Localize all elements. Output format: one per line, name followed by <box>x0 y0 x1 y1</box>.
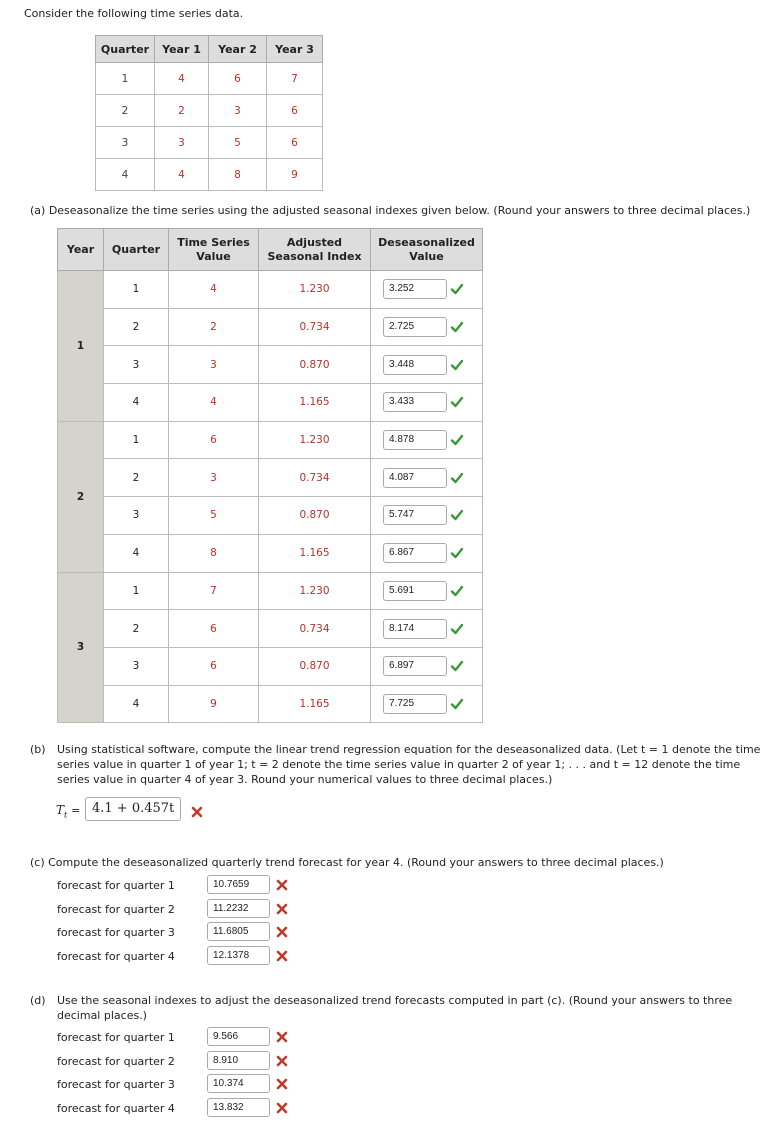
quarter-cell: 3 <box>104 497 169 535</box>
seasonal-index-cell: 1.230 <box>259 421 371 459</box>
forecast-input[interactable]: 13.832 <box>207 1098 270 1117</box>
time-series-value-cell: 4 <box>169 384 259 422</box>
deseasonalized-value-cell <box>371 459 483 497</box>
quarter-cell: 4 <box>96 159 155 191</box>
header-quarter: Quarter <box>104 229 169 271</box>
value-cell: 4 <box>155 63 209 95</box>
table-row <box>58 497 483 535</box>
header-year-1: Year 1 <box>155 36 209 63</box>
time-series-value-cell: 7 <box>169 572 259 610</box>
quarter-cell: 4 <box>104 685 169 723</box>
series-row <box>96 127 323 159</box>
check-icon <box>447 547 464 559</box>
value-cell: 3 <box>209 95 267 127</box>
forecast-label: forecast for quarter 3 <box>57 1078 175 1091</box>
check-icon <box>447 585 464 597</box>
year-cell: 2 <box>58 421 104 572</box>
time-series-value-cell: 4 <box>169 271 259 309</box>
table-row <box>58 346 483 384</box>
quarter-cell: 1 <box>104 421 169 459</box>
deseasonalized-input[interactable]: 2.725 <box>383 317 447 337</box>
value-cell: 6 <box>267 95 323 127</box>
deseasonalized-value-cell <box>371 271 483 309</box>
time-series-value-cell: 5 <box>169 497 259 535</box>
header-year: Year <box>58 229 104 271</box>
value-cell: 9 <box>267 159 323 191</box>
value-cell: 6 <box>209 63 267 95</box>
quarter-cell: 2 <box>96 95 155 127</box>
deseasonalize-table <box>57 228 483 723</box>
check-icon <box>447 660 464 672</box>
part-d-prompt <box>30 993 760 1022</box>
forecast-input[interactable]: 12.1378 <box>207 946 270 965</box>
forecast-label: forecast for quarter 2 <box>57 1054 175 1068</box>
deseasonalized-input[interactable]: 5.747 <box>383 505 447 525</box>
quarter-cell: 4 <box>104 534 169 572</box>
trend-equation-input[interactable]: 4.1 + 0.457t <box>85 797 181 821</box>
year-cell: 3 <box>58 572 104 723</box>
value-cell: 4 <box>155 159 209 191</box>
deseasonalized-value-cell <box>371 384 483 422</box>
header-year-3: Year 3 <box>267 36 323 63</box>
trend-label: $T_t$ = <box>56 803 81 820</box>
deseasonalized-input[interactable]: 6.897 <box>383 656 447 676</box>
deseasonalized-value-cell <box>371 685 483 723</box>
seasonal-index-cell: 0.870 <box>259 346 371 384</box>
quarter-cell: 1 <box>104 572 169 610</box>
deseasonalized-input[interactable]: 3.448 <box>383 355 447 375</box>
quarter-cell: 2 <box>104 459 169 497</box>
deseasonalized-value-cell <box>371 610 483 648</box>
table-row <box>58 647 483 685</box>
header-seasonal-index: Adjusted Seasonal Index <box>259 229 371 271</box>
cross-icon <box>276 925 288 938</box>
deseasonalized-input[interactable]: 5.691 <box>383 581 447 601</box>
forecast-input[interactable]: 10.374 <box>207 1074 270 1093</box>
forecast-input[interactable]: 11.2232 <box>207 899 270 918</box>
deseasonalized-value-cell <box>371 421 483 459</box>
time-series-table <box>95 35 323 191</box>
forecast-input[interactable]: 11.6805 <box>207 922 270 941</box>
cross-icon <box>276 1101 288 1114</box>
seasonal-index-cell: 1.165 <box>259 685 371 723</box>
deseasonalized-input[interactable]: 8.174 <box>383 619 447 639</box>
header-time-series-value: Time Series Value <box>169 229 259 271</box>
deseasonalized-input[interactable]: 3.252 <box>383 279 447 299</box>
deseasonalized-value-cell <box>371 647 483 685</box>
series-row <box>96 159 323 191</box>
table-row <box>58 308 483 346</box>
time-series-value-cell: 8 <box>169 534 259 572</box>
time-series-value-cell: 6 <box>169 647 259 685</box>
cross-icon <box>276 878 288 891</box>
part-a-prompt: (a) Deseasonalize the time series using the adjusted seasonal indexes given below. (Round your answers to three decimal places.) <box>30 204 751 217</box>
table-row <box>58 572 483 610</box>
table-row <box>58 685 483 723</box>
forecast-label: forecast for quarter 4 <box>57 949 175 963</box>
table-row <box>58 610 483 648</box>
quarter-cell: 3 <box>104 346 169 384</box>
check-icon <box>447 509 464 521</box>
deseasonalized-value-cell <box>371 308 483 346</box>
forecast-label: forecast for quarter 1 <box>57 879 175 892</box>
header-year-2: Year 2 <box>209 36 267 63</box>
header-quarter: Quarter <box>96 36 155 63</box>
quarter-cell: 2 <box>104 610 169 648</box>
seasonal-index-cell: 0.870 <box>259 497 371 535</box>
seasonal-index-cell: 1.230 <box>259 572 371 610</box>
time-series-value-cell: 3 <box>169 346 259 384</box>
cross-icon <box>276 1030 288 1043</box>
forecast-label: forecast for quarter 2 <box>57 902 175 916</box>
table-row <box>58 459 483 497</box>
deseasonalized-value-cell <box>371 572 483 610</box>
series-row <box>96 63 323 95</box>
value-cell: 6 <box>267 127 323 159</box>
time-series-value-cell: 3 <box>169 459 259 497</box>
forecast-label: forecast for quarter 1 <box>57 1031 175 1044</box>
value-cell: 2 <box>155 95 209 127</box>
deseasonalized-input[interactable]: 7.725 <box>383 694 447 714</box>
part-b-text: Using statistical software, compute the linear trend regression equation for the deseasonalized data. (Let t = 1 denote the time series value in quarter 1 of year 1; t = 2 denote the time series value in quarter 2 of year 1; . . . and t = 12 denote the time series value in quarter 4 of year 3. Round your numerical values to three decimal places.) <box>57 743 761 786</box>
deseasonalized-value-cell <box>371 497 483 535</box>
intro-text: Consider the following time series data. <box>24 7 244 20</box>
table-row <box>58 384 483 422</box>
check-icon <box>447 434 464 446</box>
seasonal-index-cell: 1.165 <box>259 534 371 572</box>
header-deseasonalized-value: Deseasonalized Value <box>371 229 483 271</box>
check-icon <box>447 321 464 333</box>
table-row <box>58 534 483 572</box>
check-icon <box>447 396 464 408</box>
quarter-cell: 1 <box>104 271 169 309</box>
deseasonalized-input[interactable]: 3.433 <box>383 392 447 412</box>
value-cell: 8 <box>209 159 267 191</box>
part-d-label: (d) <box>30 994 46 1007</box>
forecast-label: forecast for quarter 3 <box>57 926 175 939</box>
check-icon <box>447 283 464 295</box>
cross-icon <box>276 949 288 962</box>
quarter-cell: 2 <box>104 308 169 346</box>
quarter-cell: 1 <box>96 63 155 95</box>
time-series-value-cell: 6 <box>169 421 259 459</box>
seasonal-index-cell: 1.230 <box>259 271 371 309</box>
deseasonalized-value-cell <box>371 534 483 572</box>
series-row <box>96 95 323 127</box>
deseasonalized-value-cell <box>371 346 483 384</box>
time-series-value-cell: 2 <box>169 308 259 346</box>
time-series-value-cell: 9 <box>169 685 259 723</box>
value-cell: 5 <box>209 127 267 159</box>
part-c-prompt: (c) Compute the deseasonalized quarterly trend forecast for year 4. (Round your answers to three decimal places.) <box>30 856 664 869</box>
seasonal-index-cell: 0.734 <box>259 459 371 497</box>
cross-icon <box>276 902 288 915</box>
cross-icon <box>276 1054 288 1067</box>
quarter-cell: 3 <box>96 127 155 159</box>
cross-icon <box>276 1077 288 1090</box>
forecast-input[interactable]: 10.7659 <box>207 875 270 894</box>
deseasonalized-input[interactable]: 4.878 <box>383 430 447 450</box>
deseasonalized-input[interactable]: 4.087 <box>383 468 447 488</box>
table-row <box>58 421 483 459</box>
forecast-label: forecast for quarter 4 <box>57 1101 175 1115</box>
deseasonalized-input[interactable]: 6.867 <box>383 543 447 563</box>
table-row <box>58 271 483 309</box>
forecast-input[interactable]: 8.910 <box>207 1051 270 1070</box>
quarter-cell: 3 <box>104 647 169 685</box>
seasonal-index-cell: 0.870 <box>259 647 371 685</box>
time-series-value-cell: 6 <box>169 610 259 648</box>
value-cell: 7 <box>267 63 323 95</box>
seasonal-index-cell: 0.734 <box>259 610 371 648</box>
part-b-label: (b) <box>30 743 46 756</box>
value-cell: 3 <box>155 127 209 159</box>
check-icon <box>447 623 464 635</box>
cross-icon <box>191 805 203 818</box>
check-icon <box>447 359 464 371</box>
part-b-prompt <box>30 742 761 786</box>
forecast-input[interactable]: 9.566 <box>207 1027 270 1046</box>
seasonal-index-cell: 0.734 <box>259 308 371 346</box>
quarter-cell: 4 <box>104 384 169 422</box>
check-icon <box>447 472 464 484</box>
seasonal-index-cell: 1.165 <box>259 384 371 422</box>
year-cell: 1 <box>58 271 104 422</box>
part-d-text: Use the seasonal indexes to adjust the deseasonalized trend forecasts computed in part (c). (Round your answers to three decimal places.) <box>57 994 733 1022</box>
check-icon <box>447 698 464 710</box>
